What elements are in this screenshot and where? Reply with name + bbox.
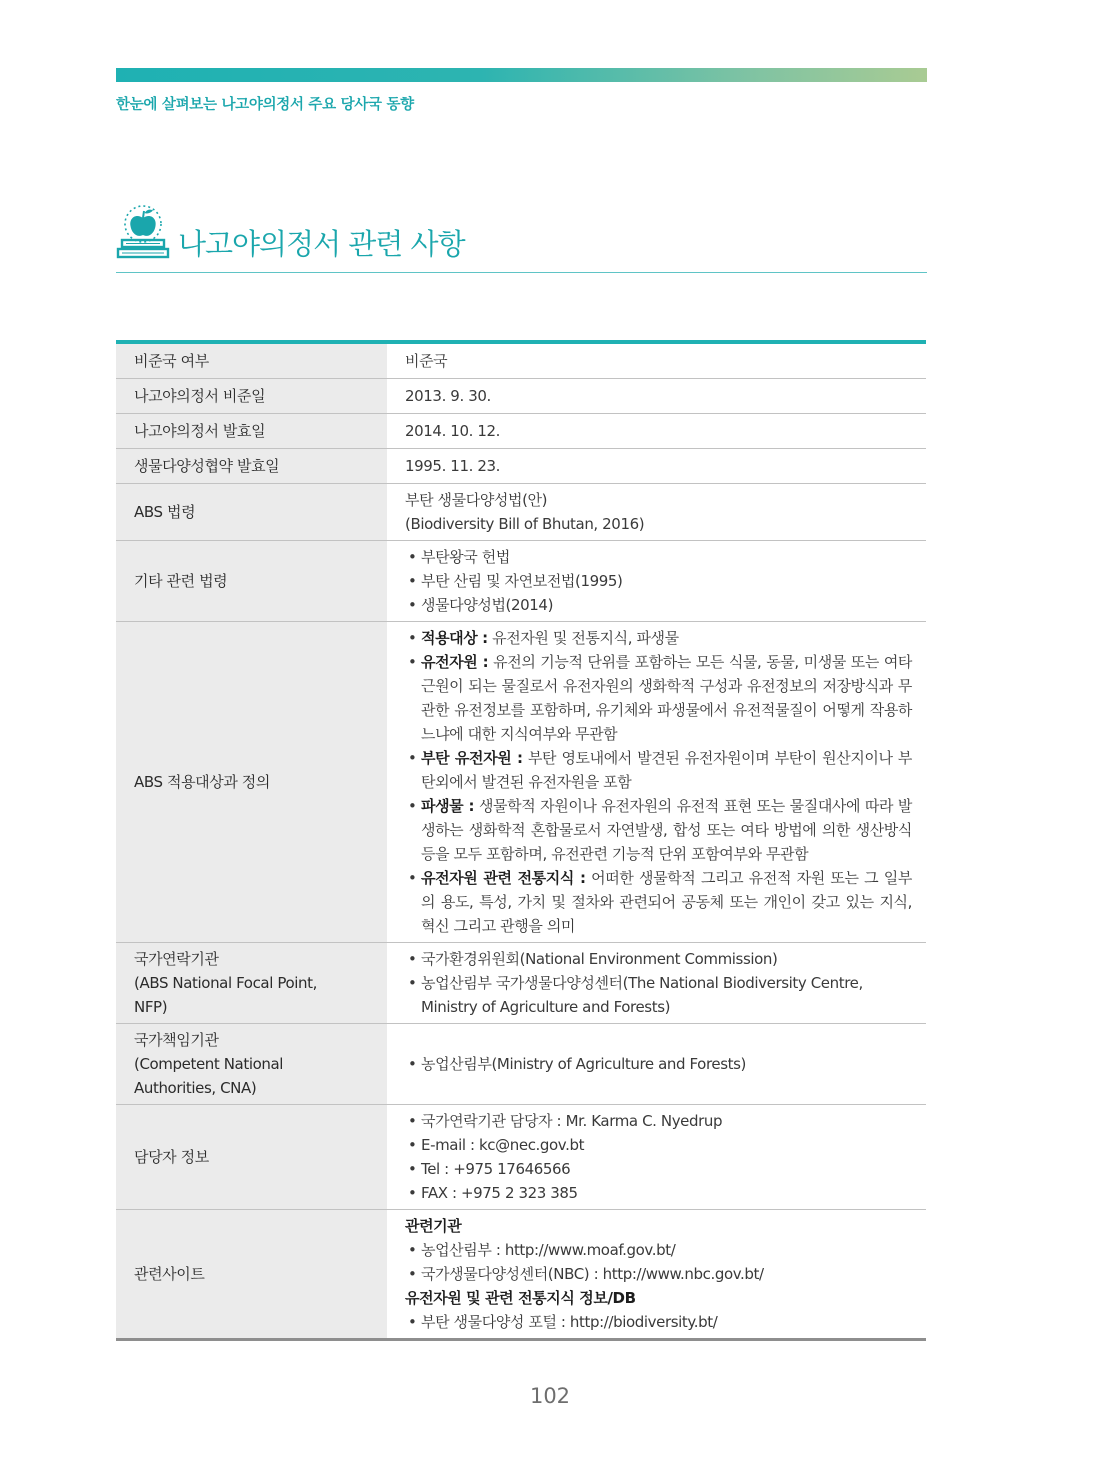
value-line: (Biodiversity Bill of Bhutan, 2016) xyxy=(405,515,645,533)
site-group-title: 유전자원 및 관련 전통지식 정보/DB xyxy=(405,1289,636,1307)
definition-text: 유전의 기능적 단위를 포함하는 모든 식물, 동물, 미생물 또는 여타 근원이 되는 물질로서 유전자원의 생화학적 구성과 유전정보의 저장방식과 무관한 유전정보를 포함하며, 유기체와 파생물에서 유전적물질이 어떻게 작용하느냐에 대한 지식여부와 무관함 xyxy=(421,653,912,743)
definition-term: 유전자원 : xyxy=(421,653,489,671)
country-info-table xyxy=(116,340,926,1341)
table-row xyxy=(116,541,926,622)
table-row xyxy=(116,1105,926,1210)
row-value xyxy=(387,943,926,1024)
list-item: • 농업산림부 : http://www.moaf.gov.bt/ xyxy=(405,1238,912,1262)
table-row xyxy=(116,1210,926,1340)
list-item: • FAX : +975 2 323 385 xyxy=(405,1181,912,1205)
row-label: ABS 법령 xyxy=(116,484,387,541)
list-item: • 농업산림부(Ministry of Agriculture and Forests) xyxy=(405,1052,912,1076)
row-label: 담당자 정보 xyxy=(116,1105,387,1210)
list-item xyxy=(405,626,912,650)
section-heading: 나고야의정서 관련 사항 xyxy=(178,227,465,261)
list-item: • E-mail : kc@nec.gov.bt xyxy=(405,1133,912,1157)
list-item: • 부탄 생물다양성 포털 : http://biodiversity.bt/ xyxy=(405,1310,912,1334)
row-value xyxy=(387,1105,926,1210)
definition-text: 유전자원 및 전통지식, 파생물 xyxy=(492,629,679,647)
row-label: 관련사이트 xyxy=(116,1210,387,1340)
row-value: 비준국 xyxy=(387,342,926,379)
row-label: ABS 적용대상과 정의 xyxy=(116,622,387,943)
list-item xyxy=(405,866,912,938)
definition-text: 어떠한 생물학적 그리고 유전적 자원 또는 그 일부의 용도, 특성, 가치 및 절차와 관련되어 공동체 또는 개인이 갖고 있는 지식, 혁신 그리고 관행을 의미 xyxy=(421,869,912,935)
row-value xyxy=(387,1210,926,1340)
row-label: 나고야의정서 비준일 xyxy=(116,379,387,414)
table-row xyxy=(116,622,926,943)
row-label: 생물다양성협약 발효일 xyxy=(116,449,387,484)
row-label: 나고야의정서 발효일 xyxy=(116,414,387,449)
definition-term: 파생물 : xyxy=(421,797,475,815)
row-value xyxy=(387,484,926,541)
list-item: • 부탄왕국 헌법 xyxy=(405,545,912,569)
definition-text: 부탄 영토내에서 발견된 유전자원이며 부탄이 원산지이나 부탄외에서 발견된 유전자원을 포함 xyxy=(421,749,913,791)
table-row xyxy=(116,342,926,379)
list-item: • Tel : +975 17646566 xyxy=(405,1157,912,1181)
list-item xyxy=(405,794,912,866)
row-value xyxy=(387,1024,926,1105)
apple-on-books-icon xyxy=(116,202,170,262)
site-group-title: 관련기관 xyxy=(405,1217,462,1235)
definition-term: 부탄 유전자원 : xyxy=(421,749,523,767)
list-item xyxy=(405,650,912,746)
label-line: 국가연락기관 xyxy=(134,950,219,968)
row-value: 1995. 11. 23. xyxy=(387,449,926,484)
row-label: 비준국 여부 xyxy=(116,342,387,379)
label-line: (ABS National Focal Point, xyxy=(134,974,317,992)
list-item: • 국가환경위원회(National Environment Commission) xyxy=(405,947,912,971)
label-line: (Competent National xyxy=(134,1055,284,1073)
row-value xyxy=(387,622,926,943)
value-line: 부탄 생물다양성법(안) xyxy=(405,491,548,509)
list-item: • 농업산림부 국가생물다양성센터(The National Biodiversity Centre, Ministry of Agriculture and Forests) xyxy=(405,971,912,1019)
list-item xyxy=(405,746,912,794)
table-row xyxy=(116,379,926,414)
row-value: 2014. 10. 12. xyxy=(387,414,926,449)
table-row xyxy=(116,1024,926,1105)
label-line: NFP) xyxy=(134,998,168,1016)
table-row xyxy=(116,414,926,449)
running-header: 한눈에 살펴보는 나고야의정서 주요 당사국 동향 xyxy=(116,97,414,113)
table-row xyxy=(116,943,926,1024)
list-item: • 국가연락기관 담당자 : Mr. Karma C. Nyedrup xyxy=(405,1109,912,1133)
page-number: 102 xyxy=(529,1384,571,1408)
section-title xyxy=(116,200,927,273)
header-color-bar xyxy=(116,68,927,82)
list-item: • 생물다양성법(2014) xyxy=(405,593,912,617)
list-item: • 국가생물다양성센터(NBC) : http://www.nbc.gov.bt/ xyxy=(405,1262,912,1286)
definition-text: 생물학적 자원이나 유전자원의 유전적 표현 또는 물질대사에 따라 발생하는 생화학적 혼합물로서 자연발생, 합성 또는 여타 방법에 의한 생산방식 등을 모두 포함하며, 유전관련 기능적 단위 포함여부와 무관함 xyxy=(421,797,912,863)
label-line: Authorities, CNA) xyxy=(134,1079,257,1097)
list-item: • 부탄 산림 및 자연보전법(1995) xyxy=(405,569,912,593)
table-row xyxy=(116,484,926,541)
row-label xyxy=(116,943,387,1024)
definition-term: 유전자원 관련 전통지식 : xyxy=(421,869,586,887)
row-value: 2013. 9. 30. xyxy=(387,379,926,414)
definition-term: 적용대상 : xyxy=(421,629,488,647)
row-label: 기타 관련 법령 xyxy=(116,541,387,622)
label-line: 국가책임기관 xyxy=(134,1031,219,1049)
row-value xyxy=(387,541,926,622)
row-label xyxy=(116,1024,387,1105)
table-row xyxy=(116,449,926,484)
